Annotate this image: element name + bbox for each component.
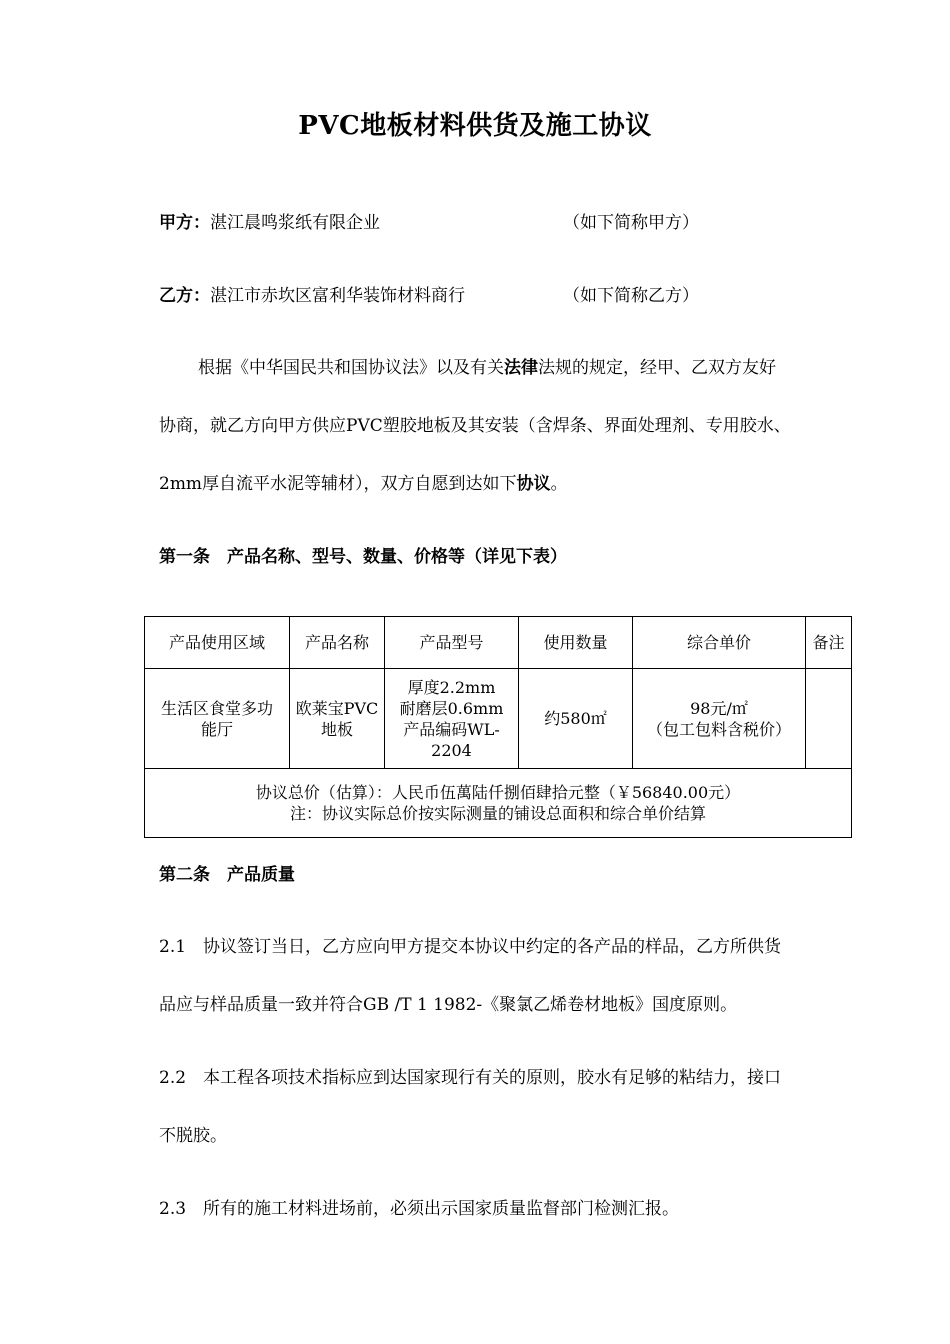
cell-model: 厚度2.2mm 耐磨层0.6mm 产品编码WL- 2204: [385, 669, 519, 769]
document-title: PVC地板材料供货及施工协议: [298, 111, 652, 141]
party-a-alias: （如下简称甲方）: [563, 213, 699, 233]
party-b-name: 湛江市赤坎区富利华装饰材料商行: [210, 286, 465, 306]
table-header-cell: 使用数量: [519, 617, 633, 669]
table-header-cell: 备注: [806, 617, 852, 669]
preamble-text: 。: [550, 474, 568, 494]
cell-unit-price: 98元/㎡ （包工包料含税价）: [633, 669, 806, 769]
cell-area: 生活区食堂多功 能厅: [145, 669, 290, 769]
article-2-heading: 第二条 产品质量: [159, 865, 295, 885]
total-note-line: 注：协议实际总价按实际测量的铺设总面积和综合单价结算: [289, 804, 706, 823]
cell-quantity: 约580㎡: [519, 669, 633, 769]
preamble-bold-term: 协议: [516, 474, 551, 494]
clause-2-2-line-1: 2.2 本工程各项技术指标应到达国家现行有关的原则，胶水有足够的粘结力，接口: [159, 1068, 782, 1088]
product-table: [144, 616, 852, 838]
table-header-row: [145, 617, 852, 669]
party-a-name: 湛江晨鸣浆纸有限企业: [210, 213, 380, 233]
preamble-text: 2mm厚自流平水泥等辅材），双方自愿到达如下: [159, 474, 517, 494]
party-b-line: [159, 284, 465, 308]
preamble-text: 法规的规定，经甲、乙双方友好: [538, 358, 776, 378]
preamble-text: 根据《中华国民共和国协议法》以及有关: [198, 358, 504, 378]
table-row: [145, 669, 852, 769]
cell-total: [145, 769, 852, 838]
party-b-label: 乙方：: [159, 286, 210, 306]
article-1-heading: 第一条 产品名称、型号、数量、价格等（详见下表）: [159, 547, 567, 567]
total-price-line: 协议总价（估算）：人民币伍萬陆仟捌佰肆拾元整（￥56840.00元）: [255, 783, 741, 802]
table-header-cell: 综合单价: [633, 617, 806, 669]
preamble-line-2: 协商，就乙方向甲方供应PVC塑胶地板及其安装（含焊条、界面处理剂、专用胶水、: [159, 416, 791, 436]
table-header-cell: 产品名称: [290, 617, 385, 669]
preamble-line-3: [159, 472, 568, 496]
cell-remark: [806, 669, 852, 769]
party-b-alias: （如下简称乙方）: [563, 286, 699, 306]
table-total-row: [145, 769, 852, 838]
clause-2-1-line-1: 2.1 协议签订当日，乙方应向甲方提交本协议中约定的各产品的样品，乙方所供货: [159, 937, 782, 957]
party-a-label: 甲方：: [159, 213, 210, 233]
party-a-line: [159, 211, 380, 235]
table-header-cell: 产品使用区域: [145, 617, 290, 669]
preamble-line-1: [198, 356, 776, 380]
preamble-bold-term: 法律: [504, 358, 538, 378]
table-header-cell: 产品型号: [385, 617, 519, 669]
clause-2-1-line-2: 品应与样品质量一致并符合GB /T 1 1982-《聚氯乙烯卷材地板》国度原则。: [159, 995, 738, 1015]
clause-2-3-line-1: 2.3 所有的施工材料进场前，必须出示国家质量监督部门检测汇报。: [159, 1199, 680, 1219]
cell-product-name: 欧莱宝PVC 地板: [290, 669, 385, 769]
clause-2-2-line-2: 不脱胶。: [159, 1126, 227, 1146]
